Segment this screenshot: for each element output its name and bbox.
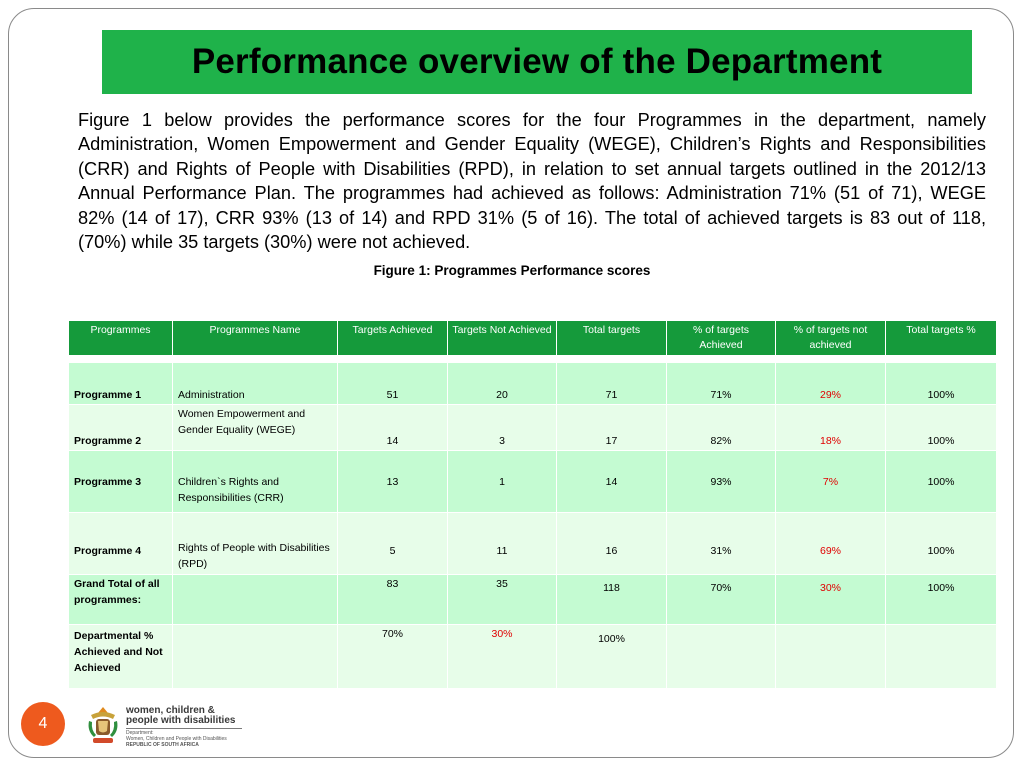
page-number-badge: 4 [21,702,65,746]
departmental-empty-cell [776,625,886,689]
departmental-empty-cell [886,625,997,689]
not-achieved-cell: 1 [448,451,557,513]
pct-achieved-cell: 82% [667,405,776,451]
total-pct-cell: 100% [886,513,997,575]
departmental-achieved: 70% [338,625,448,689]
logo-text [126,706,266,748]
performance-table [68,320,997,689]
grand-total-label: Grand Total of all programmes: [69,575,173,625]
departmental-not-achieved: 30% [448,625,557,689]
total-cell: 16 [557,513,667,575]
pct-achieved-cell: 31% [667,513,776,575]
pct-not-achieved-cell: 18% [776,405,886,451]
not-achieved-cell: 3 [448,405,557,451]
table-row-programme-1 [69,363,997,405]
page-title: Performance overview of the Department [191,42,883,81]
grand-total-not-achieved: 35 [448,575,557,625]
total-cell: 71 [557,363,667,405]
not-achieved-cell: 11 [448,513,557,575]
pct-not-achieved-cell: 69% [776,513,886,575]
figure-caption: Figure 1: Programmes Performance scores [373,263,651,278]
grand-total-name-cell [173,575,338,625]
programme-cell: Programme 4 [69,513,173,575]
grand-total-pct-achieved: 70% [667,575,776,625]
pct-not-achieved-cell: 7% [776,451,886,513]
grand-total-pct-not-achieved: 30% [776,575,886,625]
table-row-programme-2 [69,405,997,451]
grand-total-total: 118 [557,575,667,625]
programme-name-cell: Women Empowerment and Gender Equality (WEGE) [173,405,338,451]
title-bar [102,30,972,94]
header-programmes: Programmes [69,321,173,356]
departmental-empty-cell [667,625,776,689]
achieved-cell: 51 [338,363,448,405]
grand-total-total-pct: 100% [886,575,997,625]
total-cell: 14 [557,451,667,513]
pct-achieved-cell: 93% [667,451,776,513]
total-pct-cell: 100% [886,451,997,513]
intro-paragraph: Figure 1 below provides the performance scores for the four Programmes in the department, namely Administration, Women Empowerment and Gender Equality (WEGE), Children’s Rights and Responsibilities (CRR) and Rights of People with Disabilities (RPD), in relation to set annual targets outlined in the 2012/13 Annual Performance Plan. The programmes had achieved as follows: Administration 71% (51 of 71), WEGE 82% (14 of 17), CRR 93% (13 of 14) and RPD 31% (5 of 16). The total of achieved targets is 83 out of 118, (70%) while 35 targets (30%) were not achieved. [78,110,986,253]
header-total-targets: Total targets [557,321,667,356]
pct-achieved-cell: 71% [667,363,776,405]
logo-dept-name: Women, Children and People with Disabilities [126,736,227,742]
programme-name-cell: Administration [173,363,338,405]
pct-not-achieved-cell: 29% [776,363,886,405]
achieved-cell: 5 [338,513,448,575]
header-targets-achieved: Targets Achieved [338,321,448,356]
header-total-pct: Total targets % [886,321,997,356]
header-pct-achieved: % of targets Achieved [667,321,776,356]
logo-country: REPUBLIC OF SOUTH AFRICA [126,742,199,748]
programme-name-cell: Rights of People with Disabilities (RPD) [173,513,338,575]
logo-dept: Department: [126,730,154,736]
table-row-programme-3 [69,451,997,513]
programme-cell: Programme 3 [69,451,173,513]
total-pct-cell: 100% [886,405,997,451]
total-pct-cell: 100% [886,363,997,405]
coat-of-arms-icon [86,705,120,747]
programme-cell: Programme 2 [69,405,173,451]
logo-line-2: people with disabilities [126,715,236,726]
header-programmes-name: Programmes Name [173,321,338,356]
table-row-grand-total [69,575,997,625]
departmental-label: Departmental % Achieved and Not Achieved [69,625,173,689]
header-targets-not-achieved: Targets Not Achieved [448,321,557,356]
table-row-programme-4 [69,513,997,575]
programme-name-cell: Children`s Rights and Responsibilities (CRR) [173,451,338,513]
not-achieved-cell: 20 [448,363,557,405]
grand-total-achieved: 83 [338,575,448,625]
table-header-row [69,321,997,356]
programme-cell: Programme 1 [69,363,173,405]
header-pct-not-achieved: % of targets not achieved [776,321,886,356]
total-cell: 17 [557,405,667,451]
departmental-total: 100% [557,625,667,689]
departmental-name-cell [173,625,338,689]
logo-divider [126,728,242,729]
table-row-departmental [69,625,997,689]
achieved-cell: 14 [338,405,448,451]
logo-line-1: women, children & [126,705,215,716]
achieved-cell: 13 [338,451,448,513]
department-logo [86,705,256,749]
